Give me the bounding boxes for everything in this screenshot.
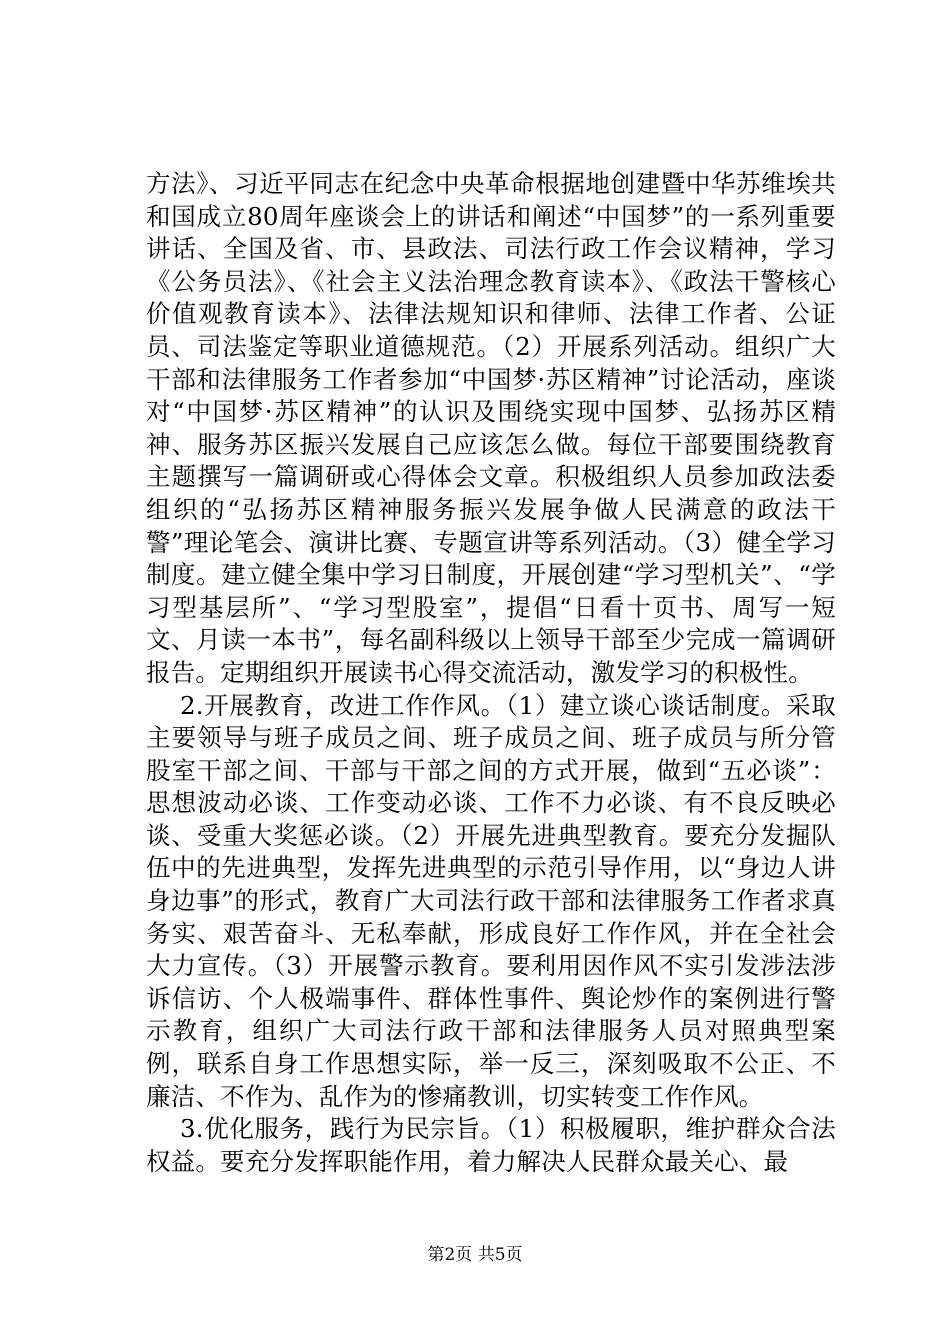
paragraph-optimize-service: 3.优化服务，践行为民宗旨。（1）积极履职，维护群众合法权益。要充分发挥职能作用，着力解决人民群众最关心、最 [146, 1114, 836, 1176]
page-number-footer: 第2页 共5页 [427, 1245, 523, 1265]
paragraph-work-style: 2.开展教育，改进工作作风。（1）建立谈心谈话制度。采取主要领导与班子成员之间、班子成员之间、班子成员与所分管股室干部之间、干部与干部之间的方式开展，做到“五必谈”：思想波动必谈、工作变动必谈、工作不力必谈、有不良反映必谈、受重大奖惩必谈。（2）开展先进典型教育。要充分发掘队伍中的先进典型，发挥先进典型的示范引导作用，以“身边人讲身边事”的形式，教育广大司法行政干部和法律服务工作者求真务实、艰苦奋斗、无私奉献，形成良好工作作风，并在全社会大力宣传。（3）开展警示教育。要利用因作风不实引发涉法涉诉信访、个人极端事件、群体性事件、舆论炒作的案例进行警示教育，组织广大司法行政干部和法律服务人员对照典型案例，联系自身工作思想实际，举一反三，深刻吸取不公正、不廉洁、不作为、乱作为的惨痛教训，切实转变工作作风。 [146, 690, 836, 1111]
paragraph-study-content: 方法》、习近平同志在纪念中央革命根据地创建暨中华苏维埃共和国成立80周年座谈会上的讲话和阐述“中国梦”的一系列重要讲话、全国及省、市、县政法、司法行政工作会议精神，学习《公务员法》、《社会主义法治理念教育读本》、《政法干警核心价值观教育读本》、法律法规知识和律师、法律工作者、公证员、司法鉴定等职业道德规范。（2）开展系列活动。组织广大干部和法律服务工作者参加“中国梦·苏区精神”讨论活动，座谈对“中国梦·苏区精神”的认识及围绕实现中国梦、弘扬苏区精神、服务苏区振兴发展自己应该怎么做。每位干部要围绕教育主题撰写一篇调研或心得体会文章。积极组织人员参加政法委组织的“弘扬苏区精神服务振兴发展争做人民满意的政法干警”理论笔会、演讲比赛、专题宣讲等系列活动。（3）健全学习制度。建立健全集中学习日制度，开展创建“学习型机关”、“学习型基层所”、“学习型股室”，提倡“日看十页书、周写一短文、月读一本书”，每名副科级以上领导干部至少完成一篇调研报告。定期组织开展读书心得交流活动，激发学习的积极性。 [146, 169, 836, 687]
document-body [146, 168, 836, 1178]
